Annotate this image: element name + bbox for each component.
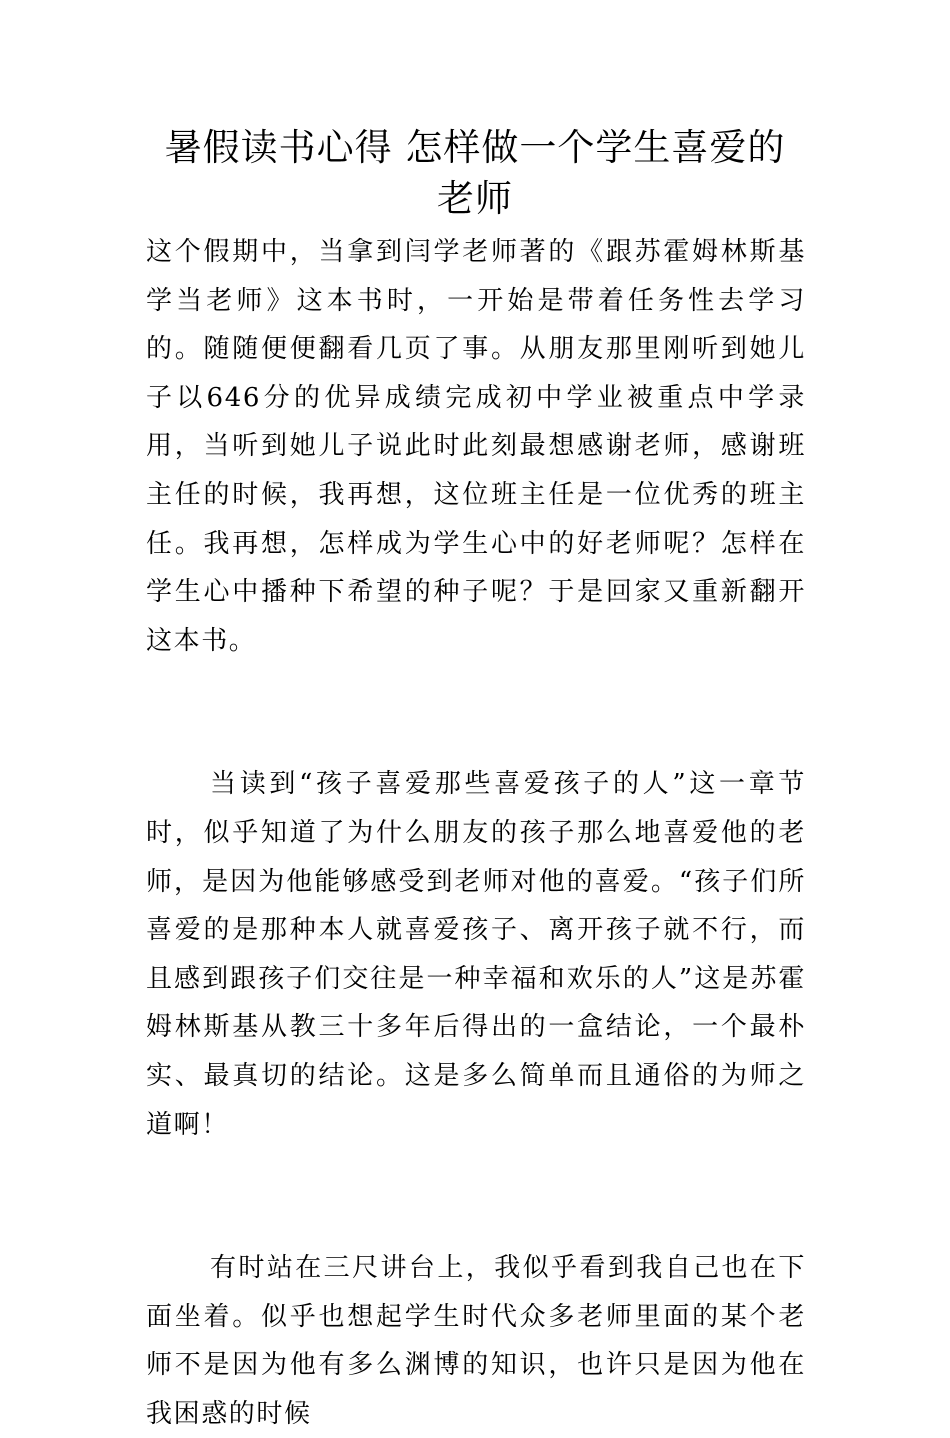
title-line-2: 老师 (437, 177, 513, 220)
title-line-1: 暑假读书心得 怎样做一个学生喜爱的 (164, 126, 786, 169)
paragraph-2: 当读到“孩子喜爱那些喜爱孩子的人”这一章节时，似乎知道了为什么朋友的孩子那么地喜爱他的老师，是因为他能够感受到老师对他的喜爱。“孩子们所喜爱的是那种本人就喜爱孩子、离开孩子就不行，而且感到跟孩子们交往是一种幸福和欢乐的人”这是苏霍姆林斯基从教三十多年后得出的一盒结论，一个最朴实、最真切的结论。这是多么简单而且通俗的为师之道啊！ (146, 769, 806, 1140)
paragraph-gap (146, 665, 806, 760)
paragraph-3: 有时站在三尺讲台上，我似乎看到我自己也在下面坐着。似乎也想起学生时代众多老师里面的某个老师不是因为他有多么渊博的知识，也许只是因为他在我困惑的时候 (146, 1253, 806, 1429)
document-title (120, 122, 830, 224)
paragraph-gap (146, 1149, 806, 1244)
document-body (146, 228, 806, 1438)
paragraph-1: 这个假期中，当拿到闫学老师著的《跟苏霍姆林斯基学当老师》这本书时，一开始是带着任务性去学习的。随随便便翻看几页了事。从朋友那里刚听到她儿子以646分的优异成绩完成初中学业被重点中学录用，当听到她儿子说此时此刻最想感谢老师，感谢班主任的时候，我再想，这位班主任是一位优秀的班主任。我再想，怎样成为学生心中的好老师呢？怎样在学生心中播种下希望的种子呢？于是回家又重新翻开这本书。 (146, 237, 806, 656)
